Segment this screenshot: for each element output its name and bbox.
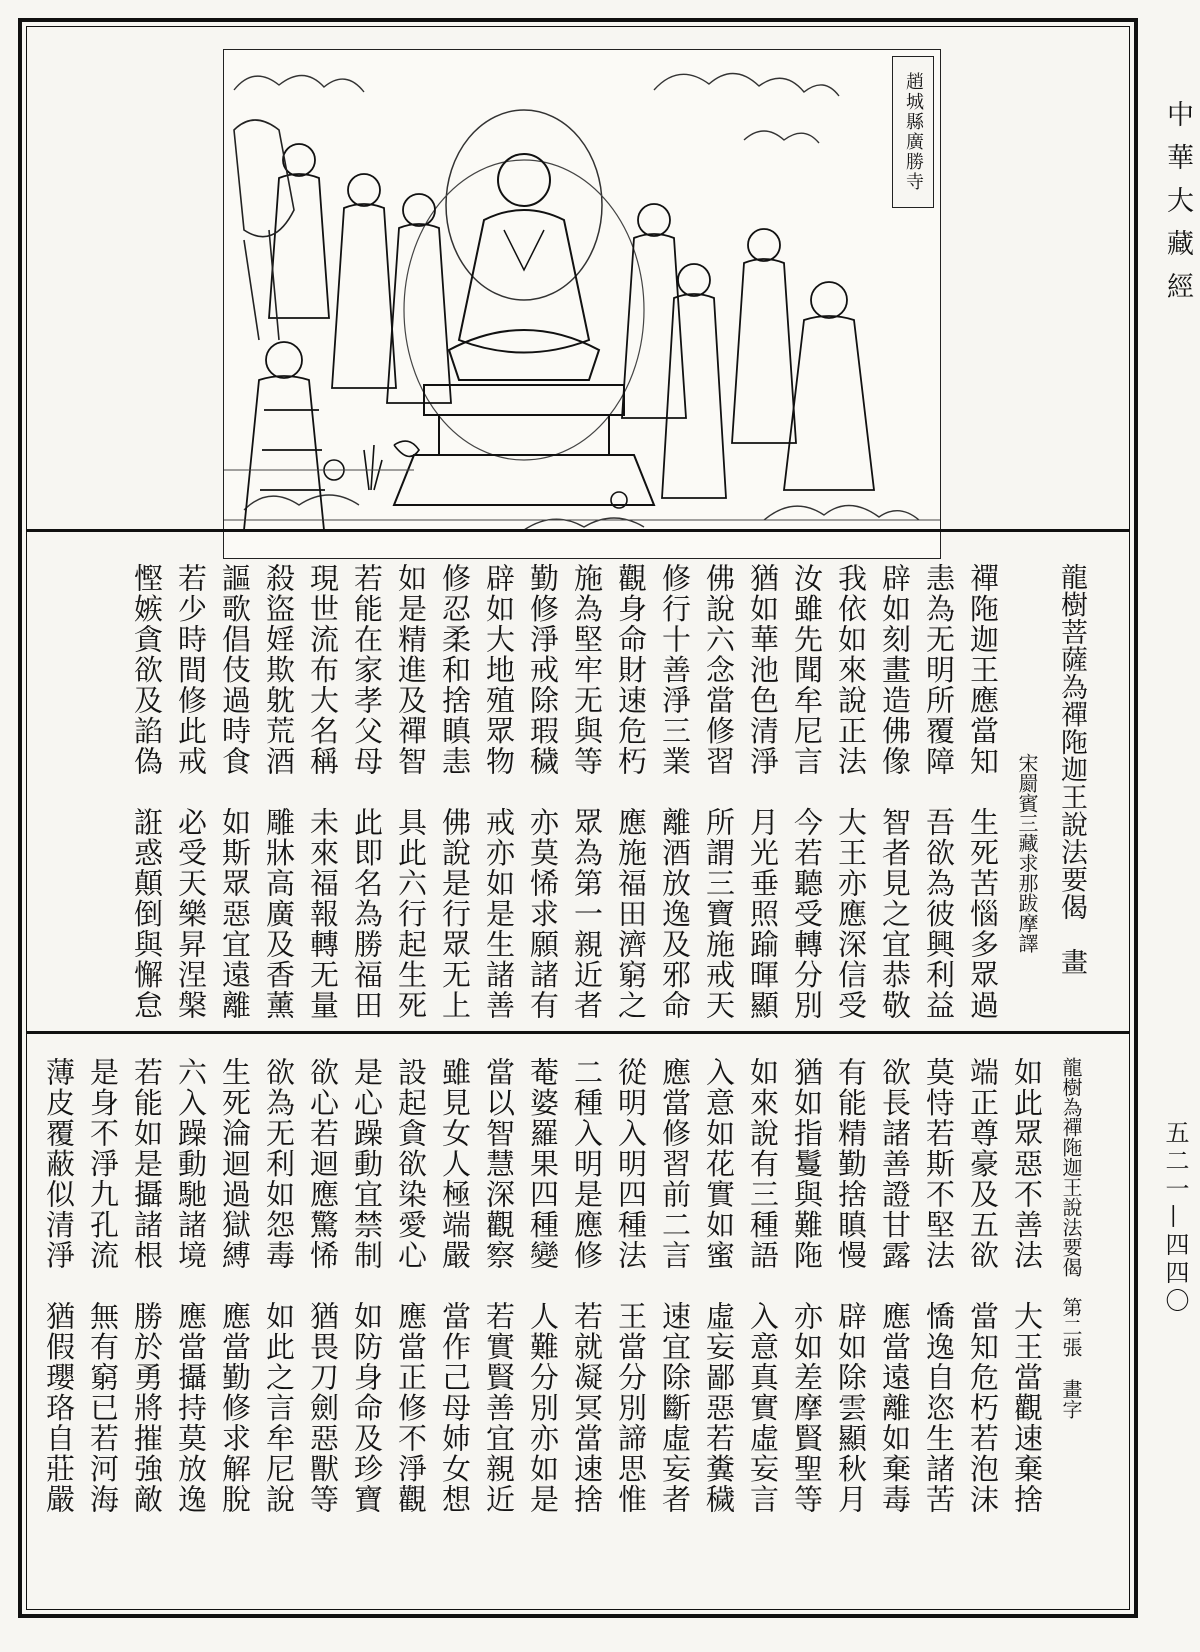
verse-column: 佛說六念當修習 所謂三寶施戒天 xyxy=(702,563,736,1021)
translator-byline: 宋罽賓三藏求那跋摩譯 xyxy=(1015,753,1039,953)
verse-column: 如此眾惡不善法 大王當觀速棄捨 xyxy=(1010,1057,1044,1515)
verse-column: 六入躁動馳諸境 應當攝持莫放逸 xyxy=(174,1057,208,1515)
verse-column: 慳嫉貪欲及諂偽 誑惑顛倒與懈怠 xyxy=(130,563,164,1021)
verse-column: 施為堅牢无與等 眾為第一親近者 xyxy=(570,563,604,1021)
verse-column: 我依如來說正法 大王亦應深信受 xyxy=(834,563,868,1021)
verse-column: 恚為无明所覆障 吾欲為彼興利益 xyxy=(922,563,956,1021)
verse-section-2 xyxy=(42,1057,1093,1597)
verse-column: 入意如花實如蜜 虛妄鄙惡若糞穢 xyxy=(702,1057,736,1515)
verse-column: 猶如華池色清淨 月光垂照踰暉顯 xyxy=(746,563,780,1021)
verse-column: 欲為无利如怨毒 如此之言牟尼說 xyxy=(262,1057,296,1515)
verse-column: 菴婆羅果四種變 人難分別亦如是 xyxy=(526,1057,560,1515)
verse-section-1 xyxy=(83,563,1093,1023)
verse-column: 謳歌倡伎過時食 如斯眾惡宜遠離 xyxy=(218,563,252,1021)
verse-column: 如是精進及禪智 具此六行起生死 xyxy=(394,563,428,1021)
running-header xyxy=(1049,1057,1093,1597)
verse-column: 欲長諸善證甘露 應當遠離如棄毒 xyxy=(878,1057,912,1515)
verse-column: 汝雖先聞牟尼言 今若聽受轉分別 xyxy=(790,563,824,1021)
verse-column: 是身不淨九孔流 無有窮已若河海 xyxy=(86,1057,120,1515)
verse-column: 猶如指鬘與難陁 亦如差摩賢聖等 xyxy=(790,1057,824,1515)
frontispiece-illustration xyxy=(223,49,941,559)
page-number: 五二一—四四〇 xyxy=(1161,1120,1189,1316)
running-header-title: 龍樹為禪陁迦王說法要偈 第二張 xyxy=(1059,1057,1083,1357)
verse-column: 辟如刻畫造佛像 智者見之宜恭敬 xyxy=(878,563,912,1021)
verse-column: 應當修習前二言 速宜除斷虛妄者 xyxy=(658,1057,692,1515)
page-frame xyxy=(18,18,1138,1618)
page-frame-inner xyxy=(26,26,1130,1610)
verse-column: 勤修淨戒除瑕穢 亦莫悕求願諸有 xyxy=(526,563,560,1021)
sutra-title: 龍樹菩薩為禪陁迦王說法要偈 畫 xyxy=(1056,563,1087,976)
collection-title: 中華大藏經 xyxy=(1162,100,1193,315)
verse-column: 若能如是攝諸根 勝於勇將摧強敵 xyxy=(130,1057,164,1515)
verse-column: 修行十善淨三業 離酒放逸及邪命 xyxy=(658,563,692,1021)
temple-cartouche: 趙城縣廣勝寺 xyxy=(892,56,934,208)
verse-column: 殺盜婬欺躭荒酒 雕牀高廣及香薰 xyxy=(262,563,296,1021)
verse-column: 當以智慧深觀察 若實賢善宜親近 xyxy=(482,1057,516,1515)
verse-column: 莫恃若斯不堅法 憍逸自恣生諸苦 xyxy=(922,1057,956,1515)
verse-column: 從明入明四種法 王當分別諦思惟 xyxy=(614,1057,648,1515)
verse-column: 觀身命財速危朽 應施福田濟窮之 xyxy=(614,563,648,1021)
verse-column: 欲心若迴應驚悕 猶畏刀劍惡獸等 xyxy=(306,1057,340,1515)
verse-column: 是心躁動宜禁制 如防身命及珍寶 xyxy=(350,1057,384,1515)
verse-column: 如來說有三種語 入意真實虛妄言 xyxy=(746,1057,780,1515)
verse-column: 辟如大地殖眾物 戒亦如是生諸善 xyxy=(482,563,516,1021)
verse-column: 雖見女人極端嚴 當作己母姉女想 xyxy=(438,1057,472,1515)
verse-column: 二種入明是應修 若就凝冥當速捨 xyxy=(570,1057,604,1515)
running-header-page: 畫字 xyxy=(1059,1379,1083,1419)
verse-column: 設起貪欲染愛心 應當正修不淨觀 xyxy=(394,1057,428,1515)
buddha-assembly-drawing xyxy=(224,50,940,558)
verse-column: 生死淪迴過獄縛 應當勤修求解脫 xyxy=(218,1057,252,1515)
verse-column: 現世流布大名稱 未來福報轉无量 xyxy=(306,563,340,1021)
verse-column: 有能精勤捨瞋慢 辟如除雲顯秋月 xyxy=(834,1057,868,1515)
verse-column: 端正尊豪及五欲 當知危朽若泡沫 xyxy=(966,1057,1000,1515)
verse-column: 若能在家孝父母 此即名為勝福田 xyxy=(350,563,384,1021)
verse-column: 薄皮覆蔽似清淨 猶假瓔珞自莊嚴 xyxy=(42,1057,76,1515)
verse-column: 若少時間修此戒 必受天樂昇涅槃 xyxy=(174,563,208,1021)
verse-column: 修忍柔和捨瞋恚 佛說是行眾无上 xyxy=(438,563,472,1021)
section-divider xyxy=(27,529,1129,532)
verse-column: 禪陁迦王應當知 生死苦惱多眾過 xyxy=(966,563,1000,1021)
section-divider xyxy=(27,1031,1129,1034)
